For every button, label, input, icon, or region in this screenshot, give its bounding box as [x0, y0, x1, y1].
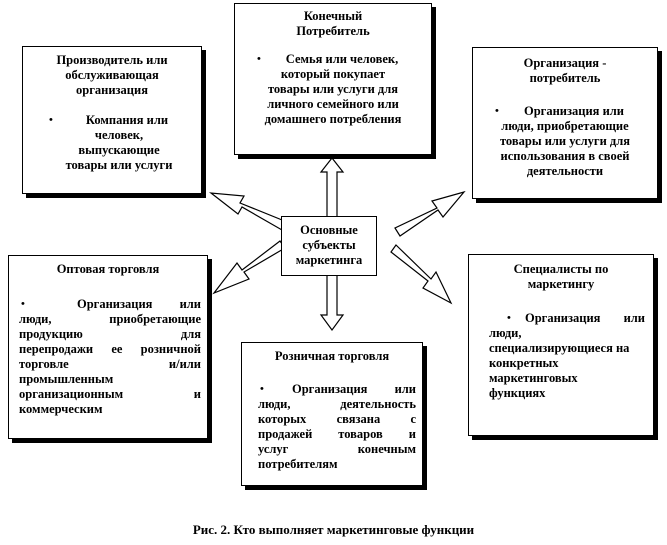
consumer-item — [235, 52, 431, 127]
text-line: торговле и/или — [19, 357, 201, 371]
title-line: Специалисты по — [513, 262, 609, 276]
title-line: потребитель — [529, 71, 601, 85]
title-line: организация — [76, 83, 148, 97]
bullet-icon: • — [260, 383, 264, 395]
org-consumer-box — [472, 47, 658, 199]
consumer-box — [234, 3, 432, 155]
arrow-to-org-consumer — [395, 192, 464, 236]
text-line: которых связана с — [258, 412, 416, 426]
title-line: Конечный — [303, 9, 363, 23]
wholesale-title — [9, 262, 207, 277]
text-line: товары или услуги для — [267, 82, 399, 96]
text-line: функциях — [489, 386, 546, 400]
text-line: перепродажи ее розничной — [19, 342, 201, 356]
producer-item — [23, 113, 201, 173]
text-line: использования в своей — [500, 149, 630, 163]
center-line: маркетинга — [295, 253, 363, 267]
text-line: Компания или — [85, 113, 169, 127]
text-line: маркетинговых — [489, 371, 578, 385]
bullet-icon: • — [507, 312, 511, 324]
specialists-title — [469, 262, 653, 292]
bullet-icon: • — [49, 114, 53, 126]
title-line: Розничная торговля — [274, 349, 390, 363]
bullet-icon: • — [257, 53, 261, 65]
text-line: конкретных — [489, 356, 559, 370]
text-line: деятельности — [526, 164, 604, 178]
text-line: человек, — [94, 128, 144, 142]
org-consumer-title — [473, 56, 657, 86]
text-line: Организация или — [292, 382, 416, 396]
title-line: маркетингу — [527, 277, 595, 291]
text-line: промышленным — [19, 372, 114, 386]
text-line: товары или услуги — [65, 158, 173, 172]
arrow-to-consumer — [321, 158, 343, 218]
text-line: товары или услуги для — [499, 134, 631, 148]
text-line: личного семейного или — [267, 97, 399, 111]
producer-box — [22, 46, 202, 194]
text-line: Семья или человек, — [285, 52, 399, 66]
figure-caption: Рис. 2. Кто выполняет маркетинговые функции — [192, 522, 475, 537]
retail-title — [242, 349, 422, 364]
text-line: люди, приобретающие — [501, 119, 629, 133]
consumer-title — [235, 9, 431, 39]
text-line: люди, — [489, 326, 522, 340]
text-line: люди, приобретающие — [19, 312, 201, 326]
specialists-box — [468, 254, 654, 436]
text-line: услуг конечным — [258, 442, 416, 456]
text-line: выпускающие — [78, 143, 160, 157]
title-line: Потребитель — [296, 24, 370, 38]
bullet-icon: • — [21, 298, 25, 310]
text-line: коммерческим — [19, 402, 103, 416]
text-line: Организация или — [77, 297, 201, 311]
center-line: Основные — [300, 223, 358, 237]
text-line: люди, деятельность — [258, 397, 416, 411]
text-line: потребителям — [258, 457, 338, 471]
text-line: продажей товаров и — [258, 427, 416, 441]
arrow-to-producer — [211, 193, 287, 230]
center-line: субъекты — [302, 238, 356, 252]
title-line: Производитель или — [56, 53, 168, 67]
text-line: Организация или — [525, 311, 645, 325]
arrow-to-retail — [321, 270, 343, 330]
producer-title — [23, 53, 201, 98]
org-consumer-item — [473, 104, 657, 179]
title-line: обслуживающая — [65, 68, 159, 82]
text-line: домашнего потребления — [264, 112, 402, 126]
text-line: который покупает — [280, 67, 386, 81]
specialists-item — [469, 311, 653, 401]
wholesale-box — [8, 255, 208, 439]
arrow-to-specialists — [391, 245, 451, 303]
text-line: Организация или — [524, 104, 624, 118]
text-line: продукцию для — [19, 327, 201, 341]
title-line: Оптовая торговля — [56, 262, 160, 276]
retail-item — [242, 382, 422, 472]
text-line: организационным и — [19, 387, 201, 401]
wholesale-item — [9, 297, 207, 417]
arrow-to-wholesale — [214, 241, 285, 293]
bullet-icon: • — [495, 105, 499, 117]
retail-box — [241, 342, 423, 486]
title-line: Организация - — [523, 56, 607, 70]
text-line: специализирующиеся на — [489, 341, 630, 355]
center-box — [281, 216, 377, 276]
